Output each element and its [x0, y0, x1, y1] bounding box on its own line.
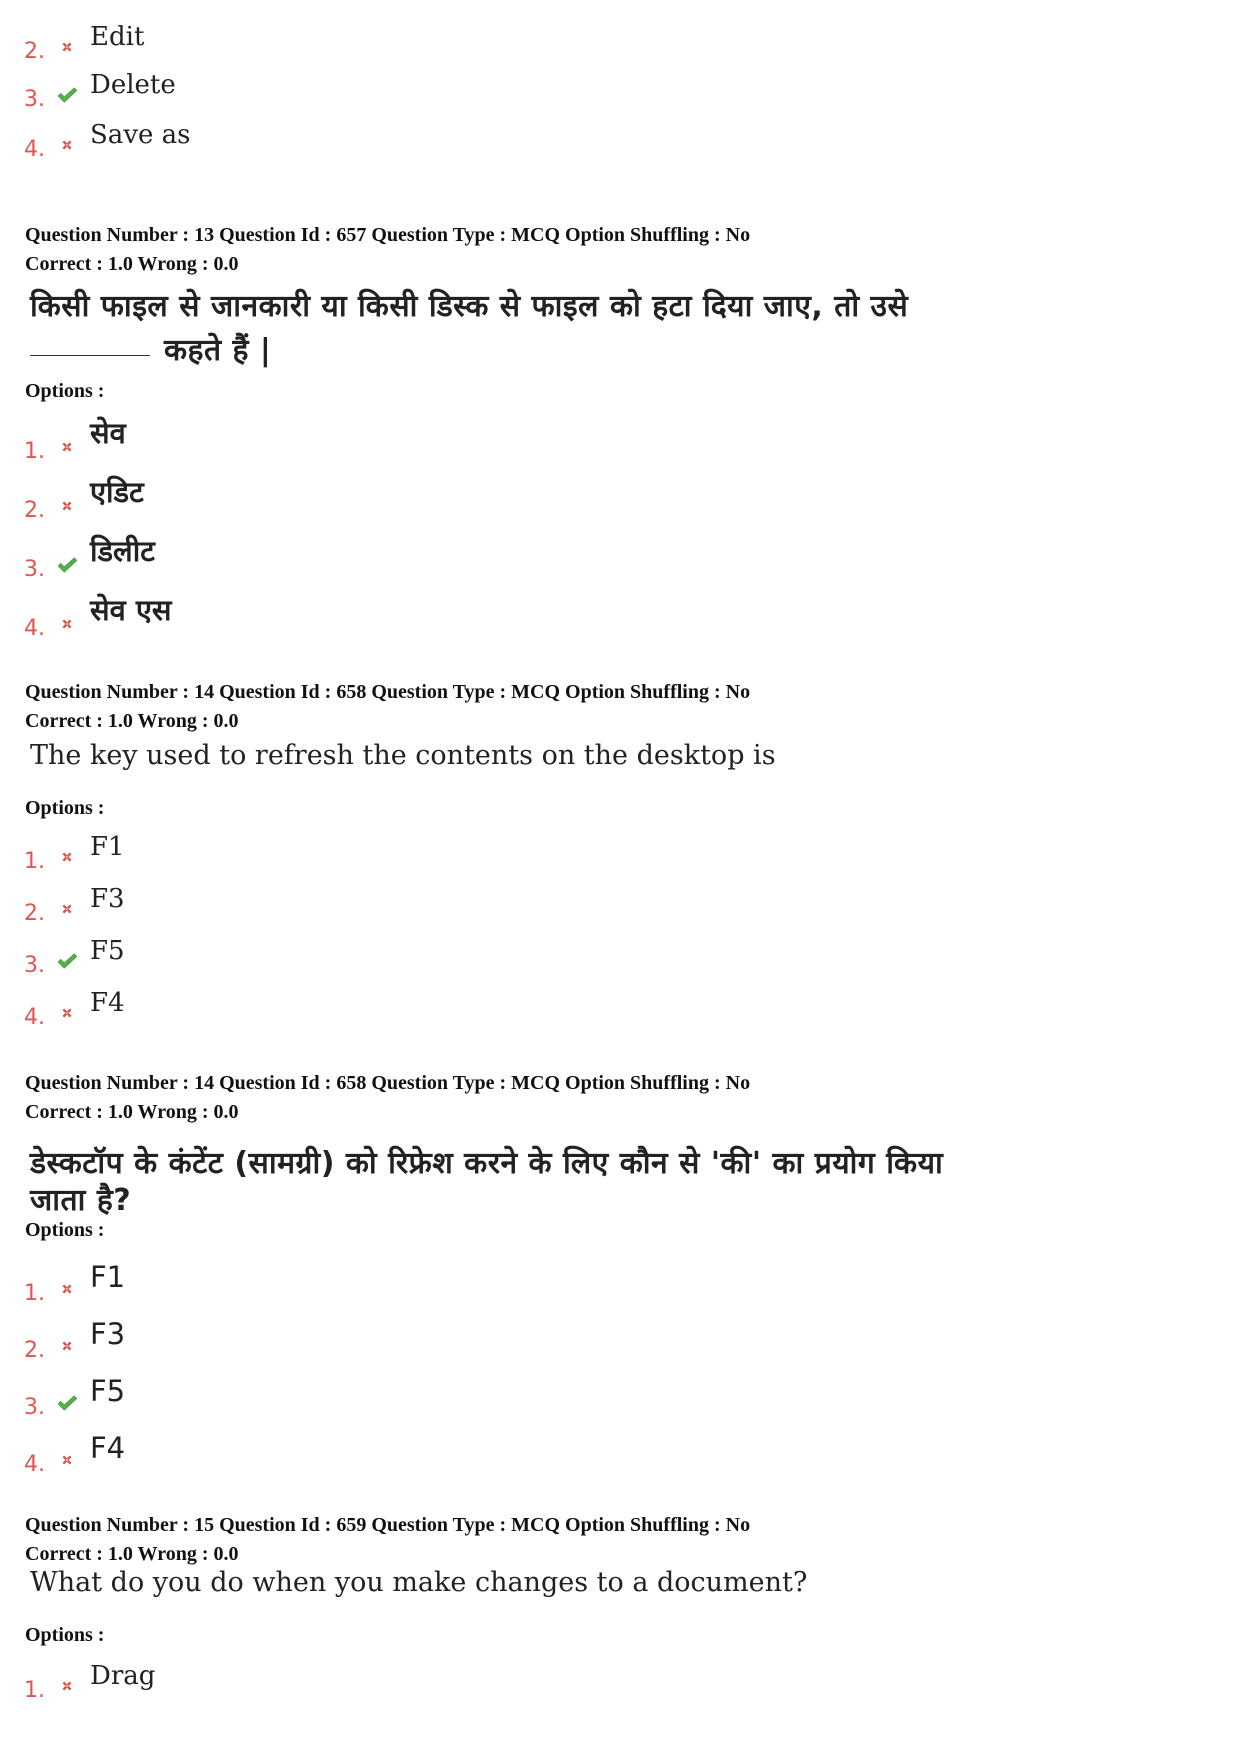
- wrong-mark-icon: [56, 1278, 78, 1300]
- question-meta: Question Number : 13 Question Id : 657 Question Type : MCQ Option Shuffling : No: [25, 224, 751, 246]
- option-number: 2.: [24, 901, 45, 926]
- wrong-mark-icon: [56, 436, 78, 458]
- options-label: Options :: [25, 380, 105, 402]
- list-item: [24, 1262, 624, 1306]
- options-label: Options :: [25, 1219, 105, 1241]
- wrong-mark-icon: [56, 495, 78, 517]
- wrong-mark-icon: [56, 134, 78, 156]
- correct-check-icon: [56, 84, 78, 106]
- question-meta: Question Number : 14 Question Id : 658 Question Type : MCQ Option Shuffling : No: [25, 1072, 751, 1094]
- option-number: 1.: [24, 1281, 45, 1306]
- wrong-mark-icon: [56, 1002, 78, 1024]
- option-text: सेव: [90, 416, 126, 450]
- list-item: [24, 1433, 624, 1477]
- question-text: किसी फाइल से जानकारी या किसी डिस्क से फाइल को हटा दिया जाए, तो उसे: [30, 289, 909, 324]
- option-text: F3: [90, 884, 125, 914]
- wrong-mark-icon: [56, 1675, 78, 1697]
- option-number: 4.: [24, 616, 45, 641]
- option-number: 3.: [24, 557, 45, 582]
- wrong-mark-icon: [56, 36, 78, 58]
- question-text: The key used to refresh the contents on the desktop is: [30, 740, 776, 771]
- option-number: 3.: [24, 1395, 45, 1420]
- question-marks: Correct : 1.0 Wrong : 0.0: [25, 1543, 239, 1565]
- correct-check-icon: [56, 950, 78, 972]
- list-item: [24, 830, 624, 874]
- list-item: [24, 986, 624, 1030]
- correct-check-icon: [56, 554, 78, 576]
- wrong-mark-icon: [56, 846, 78, 868]
- question-text-tail: कहते हैं |: [164, 333, 272, 368]
- option-text: सेव एस: [90, 593, 172, 627]
- list-item: [24, 1376, 624, 1420]
- question-marks: Correct : 1.0 Wrong : 0.0: [25, 1101, 239, 1123]
- question-text-line2: [30, 328, 271, 369]
- option-text: डिलीट: [90, 534, 155, 568]
- option-number: 3.: [24, 87, 45, 112]
- options-label: Options :: [25, 1624, 105, 1646]
- question-text: What do you do when you make changes to a document?: [30, 1567, 808, 1598]
- list-item: [24, 1659, 624, 1703]
- option-number: 4.: [24, 137, 45, 162]
- list-item: [24, 68, 624, 112]
- list-item: [24, 118, 624, 162]
- option-number: 1.: [24, 1678, 45, 1703]
- question-meta: Question Number : 15 Question Id : 659 Question Type : MCQ Option Shuffling : No: [25, 1514, 751, 1536]
- option-number: 2.: [24, 39, 45, 64]
- wrong-mark-icon: [56, 1449, 78, 1471]
- list-item: [24, 934, 624, 978]
- question-marks: Correct : 1.0 Wrong : 0.0: [25, 710, 239, 732]
- correct-check-icon: [56, 1392, 78, 1414]
- list-item: [24, 1319, 624, 1363]
- option-text: Drag: [90, 1661, 156, 1691]
- option-text: Save as: [90, 120, 191, 150]
- wrong-mark-icon: [56, 1335, 78, 1357]
- option-text: F1: [90, 832, 125, 862]
- list-item: [24, 593, 624, 641]
- wrong-mark-icon: [56, 613, 78, 635]
- option-number: 2.: [24, 498, 45, 523]
- list-item: [24, 475, 624, 523]
- option-number: 4.: [24, 1452, 45, 1477]
- question-text: डेस्कटॉप के कंटेंट (सामग्री) को रिफ्रेश करने के लिए कौन से 'की' का प्रयोग किया: [30, 1146, 944, 1181]
- list-item: [24, 882, 624, 926]
- option-number: 1.: [24, 849, 45, 874]
- option-text: F4: [90, 1431, 126, 1465]
- option-text: F5: [90, 936, 125, 966]
- answer-blank: [30, 355, 150, 356]
- question-meta: Question Number : 14 Question Id : 658 Question Type : MCQ Option Shuffling : No: [25, 681, 751, 703]
- list-item: [24, 534, 624, 582]
- option-text: F3: [90, 1317, 126, 1351]
- options-label: Options :: [25, 797, 105, 819]
- option-number: 4.: [24, 1005, 45, 1030]
- option-number: 1.: [24, 439, 45, 464]
- option-text: F4: [90, 988, 125, 1018]
- list-item: [24, 20, 624, 64]
- option-number: 3.: [24, 953, 45, 978]
- wrong-mark-icon: [56, 898, 78, 920]
- list-item: [24, 416, 624, 464]
- question-marks: Correct : 1.0 Wrong : 0.0: [25, 253, 239, 275]
- option-text: Delete: [90, 70, 176, 100]
- option-text: एडिट: [90, 475, 144, 509]
- option-number: 2.: [24, 1338, 45, 1363]
- option-text: Edit: [90, 22, 145, 52]
- question-text-line2: जाता है?: [30, 1183, 132, 1218]
- option-text: F5: [90, 1374, 126, 1408]
- option-text: F1: [90, 1260, 126, 1294]
